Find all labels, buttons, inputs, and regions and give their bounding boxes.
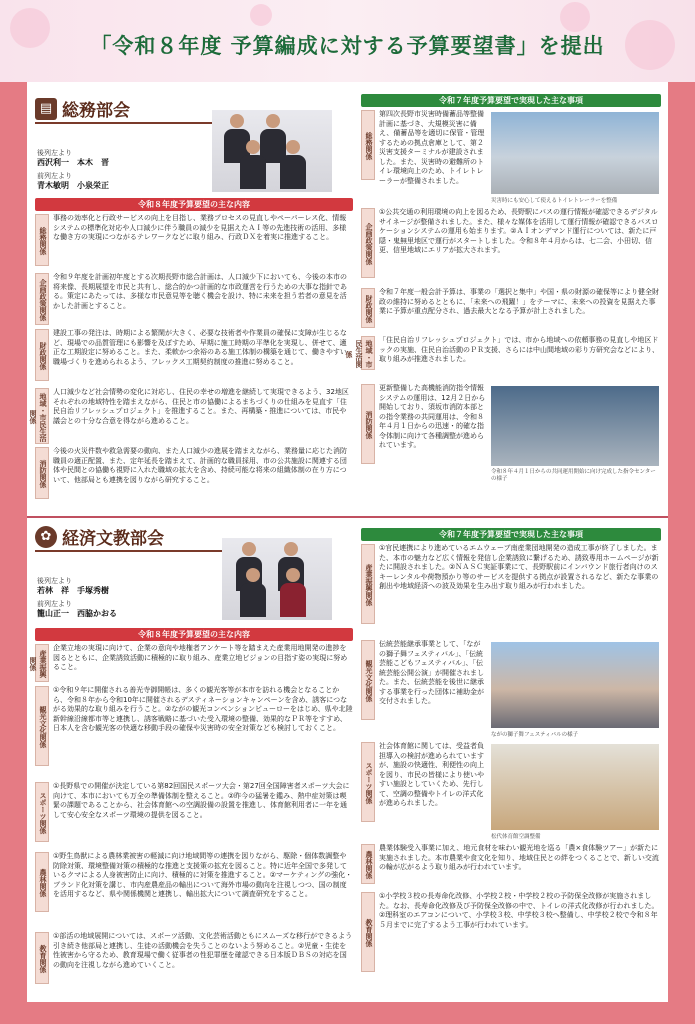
achieved-row — [361, 110, 661, 206]
achieved-row — [361, 288, 661, 334]
request-row — [35, 273, 353, 328]
request-band: 令和８年度予算要望の主な内容 — [35, 198, 353, 211]
member-names: 青木敏明 小泉栄正 — [37, 181, 109, 190]
request-row — [35, 214, 353, 272]
achieved-text: ①小学校３校の長寿命化改修、小学校２校・中学校２校の予防保全改修が実施されました。なお、長寿命化改修及び予防保全改修の中で、トイレの洋式化改修が行われました。②理科室のエアコンについて、小学校３校、中学校３校へ整備し、中学校２校で令和８年５月までに完了するよう工事が行われています。 — [379, 892, 659, 929]
achieved-row — [361, 742, 661, 842]
achieved-row — [361, 544, 661, 638]
photo-caption: 松代体育館空調整備 — [491, 834, 541, 840]
achieved-text: ①官民連携により進めているエムウェーブ南産業団地開発の造成工事が終了しました。また、本市の魅力など広く情報を発信し企業誘致に繋げるため、誘致専用ホームページが新たに開設されました。②ＮＡＳＣ実証事業にて、長野駅前にインバウンド旅行者向けのスキーレンタルや荷物預かり等のサービスを提供する拠点が設置されるなど、新たな事業の創出や地域経済への波及効果を生み出す取り組みが行われました。 — [379, 544, 659, 590]
header-banner — [0, 0, 695, 82]
photo-caption: 令和８年４月１日からの共同運用開始に向け完成した指令センターの様子 — [491, 469, 656, 482]
member-label: 後列左より — [37, 149, 72, 157]
member-names: 籠山正一 西脇かおる — [37, 609, 117, 618]
member-label: 前列左より — [37, 172, 72, 180]
category-tag: スポーツ関係 — [361, 742, 375, 822]
request-text: 建設工事の発注は、時期による繁閑が大きく、必要な技術者や作業員の確保に支障が生じるなど、現場での品質管理にも影響を及ぼすため、早期に施工時期の平準化を実現し、併せて、適正な工期設定に努めること。また、柔軟かつ余裕のある施工体制の構築を通じて、働きやすい職場づくりを進められるよう、フレックス工期契約制度の推進に努めること。 — [53, 329, 347, 366]
group-photo — [222, 538, 332, 620]
achieved-row — [361, 208, 661, 286]
request-row — [35, 447, 353, 505]
category-tag: 観光文化関係 — [361, 640, 375, 720]
achieved-text: 「住民自治リフレッシュプロジェクト」では、市から地域への依頼事務の見直しや地区ドックの実施、住民自治活動のＰＲ支援、さらには中山間地域の彩り方研究会などにより、取り組みが推進されました。 — [379, 336, 659, 363]
member-label: 前列左より — [37, 600, 72, 608]
achieved-row — [361, 384, 661, 504]
request-text: ①野生鳥獣による農林業被害の軽減に向け地域間等の連携を図りながら、駆除・個体数調整や防除対策、環境整備対策の積極的な推進と支援策の拡充を図ること。特に近年全国で多発しているクマによる人身被害防止に向け、積極的に対策を推進すること。②マーケティングの強化・ブランド化対策を講じ、市内産農産品の輸出について海外市場の動向を注視しつつ、国の制度を活用するなど、県や関係機関と連携し、輸出拡大について調査研究をすること。 — [53, 852, 353, 898]
book-icon: ▤ — [35, 98, 57, 120]
category-tag: スポーツ関係 — [35, 782, 49, 842]
category-tag: 地域・市民生活関係 — [35, 388, 49, 444]
category-tag: 産業振興関係 — [35, 644, 49, 682]
request-row — [35, 852, 353, 930]
member-names: 若林 祥 手塚秀樹 — [37, 586, 109, 595]
group-photo — [212, 110, 332, 192]
section-keizai — [27, 516, 668, 998]
section-somu — [27, 90, 668, 508]
request-text: 人口減少など社会情勢の変化に対応し、住民の幸せの増進を継続して実現できるよう、32地区それぞれの地域特性を踏まえながら、住民と市の協働によるまちづくりの仕組みを見直す「住民自治リフレッシュプロジェクト」を推進すること。また、再構築・推進については、市民や議会との十分な合意を得ながら進めること。 — [53, 388, 349, 425]
dept-title: 総務部会 — [62, 101, 130, 121]
category-tag: 観光文化関係 — [35, 686, 49, 766]
achieved-text: 令和７年度一般会計予算は、事業の「選択と集中」や国・県の財源の確保等により健全財政の維持に努めるとともに、「未来への飛躍！」をテーマに、未来への投資を見据えた事業に予算が重点配分され、過去最大となる予算が計上されました。 — [379, 288, 659, 315]
category-tag: 消防関係 — [35, 447, 49, 499]
achieved-text: ①公共交通の利用環境の向上を図るため、長野駅にバスの運行情報が確認できるデジタルサイネージが整備されました。また、様々な媒体を活用して運行情報が確認できるバスロケーションシステムの運用も始まります。②ＡＩオンデマンド運行については、新たに戸隠・鬼無里地区で運行がスタートしました。令和８年４月からは、七二会、小田切、信更、信里地域にエリアが拡大されます。 — [379, 208, 659, 254]
request-band: 令和８年度予算要望の主な内容 — [35, 628, 353, 641]
member-label: 後列左より — [37, 577, 72, 585]
category-tag: 総務関係 — [361, 110, 375, 180]
request-text: ①長野県での開催が決定している第82回国民スポーツ大会・第27回全国障害者スポーツ大会に向けて、本市においても万全の準備体制を整えること。②昨今の猛暑を鑑み、熱中症対策は喫緊の課題であることから、社会体育館への空調設備の設置を推進し、体育館利用者に一年を通して安心安全なスポーツ環境の提供を図ること。 — [53, 782, 350, 819]
category-tag: 教育関係 — [361, 892, 375, 972]
category-tag: 総務関係 — [35, 214, 49, 266]
dept-title: 経済文教部会 — [62, 529, 164, 549]
category-tag: 財政関係 — [361, 288, 375, 328]
request-row — [29, 388, 353, 446]
achieved-row — [361, 640, 661, 740]
achieved-text: 更新整備した高機能消防指令情報システムの運用は、12月２日から開始しており、須坂市消防本部との指令業務の共同運用は、令和８年４月１日からの迅速・的確な指令体制に向けて各種調整が進められています。 — [379, 384, 486, 449]
achieved-text: 社会体育館に関しては、受益者負担導入の検討が進められていますが、施設の快適性、利便性の向上を図り、市民の皆様により使いやすい施設としていくため、先行して、空調の整備やトイレの洋式化が進められました。 — [379, 742, 484, 807]
request-row — [35, 329, 353, 387]
request-row — [35, 932, 353, 996]
content-area — [27, 82, 668, 1002]
emblem-icon: ✿ — [35, 526, 57, 548]
category-tag: 産業振興関係 — [361, 544, 375, 624]
category-tag: 消防関係 — [361, 384, 375, 464]
request-row — [35, 782, 353, 850]
achieved-row — [361, 844, 661, 890]
request-text: ①令和９年に開催される善光寺御開帳は、多くの観光客等が本市を訪れる機会となることから、令和８年から令和10年に開催されるデスティネーションキャンペーンを含め、誘客につながる効果的な取り組みを行うこと。②ながの観光コンベンションビューローをはじめ、県や北陸新幹線沿線都市等と連携し、誘客戦略に基づいた受入環境の整備、効果的なＰＲ等をすすめ、日本人を含む観光客の快適な移動手段の確保や災害時の安全対策なども検討しておくこと。 — [53, 686, 353, 732]
member-names: 西沢利一 本木 晋 — [37, 158, 109, 167]
request-text: 令和９年度を計画初年度とする次期長野市総合計画は、人口減少下においても、今後の本市の将来像、長期展望を市民と共有し、総合的かつ計画的な市政運営を行うための大事な指針である。策定にあたっては、多様な市民意見等を聴く機会を設け、特に未来を担う若者の意見を活かした計画とすること。 — [53, 273, 347, 310]
achieved-text: 第四次長野市災害時備蓄品等整備計画に基づき、大規模災害に備え、備蓄品等を適切に保管・管理するための拠点倉庫として、第２災害支援ターミナルが建設されました。また、災害時の避難所のトイレ環境向上のため、トイレトレーラーが整備されました。 — [379, 110, 485, 185]
request-row — [29, 644, 353, 684]
category-tag: 農林関係 — [35, 852, 49, 912]
achieved-text: 農業体験受入事業に加え、地元食材を味わい観光地を巡る「農×食体験ツアー」が新たに実施されました。本市農業や食文化を知り、地域住民との絆をつくることで、新しい交流の輪が広がるよう取り組みが行われています。 — [379, 844, 659, 871]
achieved-band: 令和７年度予算要望で実現した主な事項 — [361, 528, 661, 541]
trailer-photo — [491, 112, 659, 194]
photo-caption: ながの獅子舞フェスティバルの様子 — [491, 732, 579, 738]
command-center-photo — [491, 386, 659, 466]
achieved-band: 令和７年度予算要望で実現した主な事項 — [361, 94, 661, 107]
gym-photo — [491, 744, 659, 830]
category-tag: 企画政策関係 — [35, 273, 49, 325]
request-text: ①部活の地域展開については、スポーツ活動、文化芸術活動ともにスムーズな移行ができるよう引き続き他部局と連携し、生徒の活動機会を失うことのないよう努めること。②児童・生徒を性被害から守るため、教育現場で働く従事者の性犯罪歴を確認できる日本版ＤＢＳの対応を国の動向を注視しながら進めていくこと。 — [53, 932, 353, 969]
request-row — [35, 686, 353, 780]
dept-underline — [35, 122, 230, 124]
dept-underline — [35, 550, 230, 552]
request-text: 企業立地の実現に向けて、企業の意向や地権者アンケート等を踏まえた産業用地開発の進捗を図るとともに、企業誘致活動に積極的に取り組み、産業立地ビジョンの目指す姿の実現に努めること。 — [53, 644, 348, 671]
category-tag: 教育関係 — [35, 932, 49, 984]
photo-caption: 災害時にも安心して使えるトイレトレーラーを整備 — [491, 198, 618, 204]
request-text: 今後の火災件数や救急需要の動向、また人口減少の進展を踏まえながら、業務量に応じた消防職員の適正配置、また、定年延長を踏まえて、計画的な職員採用、市の公共施設に関連する団体や民間との協働も視野に入れた職域の拡大を含め、持続可能な将来の組織体制の在り方について、他部局とも連携を図りながら研究すること。 — [53, 447, 347, 484]
achieved-row — [361, 892, 661, 996]
category-tag: 企画政策関係 — [361, 208, 375, 278]
festival-photo — [491, 642, 659, 728]
page-title: 「令和８年度 予算編成に対する予算要望書」を提出 — [90, 34, 605, 58]
category-tag: 農林関係 — [361, 844, 375, 884]
request-text: 事務の効率化と行政サービスの向上を目指し、業務プロセスの見直しやペーパーレス化、情報システムの標準化対応や人口減少に伴う職員の減少を見据えたＡＩ等の先進技術の活用、多様な働き方の実現につながるテレワークなどに取り組み、行政ＤＸを着実に推進すること。 — [53, 214, 347, 241]
category-tag: 地域・市民生活関係 — [361, 336, 375, 370]
achieved-text: 伝統芸能継承事業として、「ながの獅子舞フェスティバル」、「伝統芸能こどもフェスティバル」、「伝統芸能公開公演」が開催されました。また、伝統芸能を後世に継承する事業を行った団体に補助金が交付されました。 — [379, 640, 484, 705]
category-tag: 財政関係 — [35, 329, 49, 381]
